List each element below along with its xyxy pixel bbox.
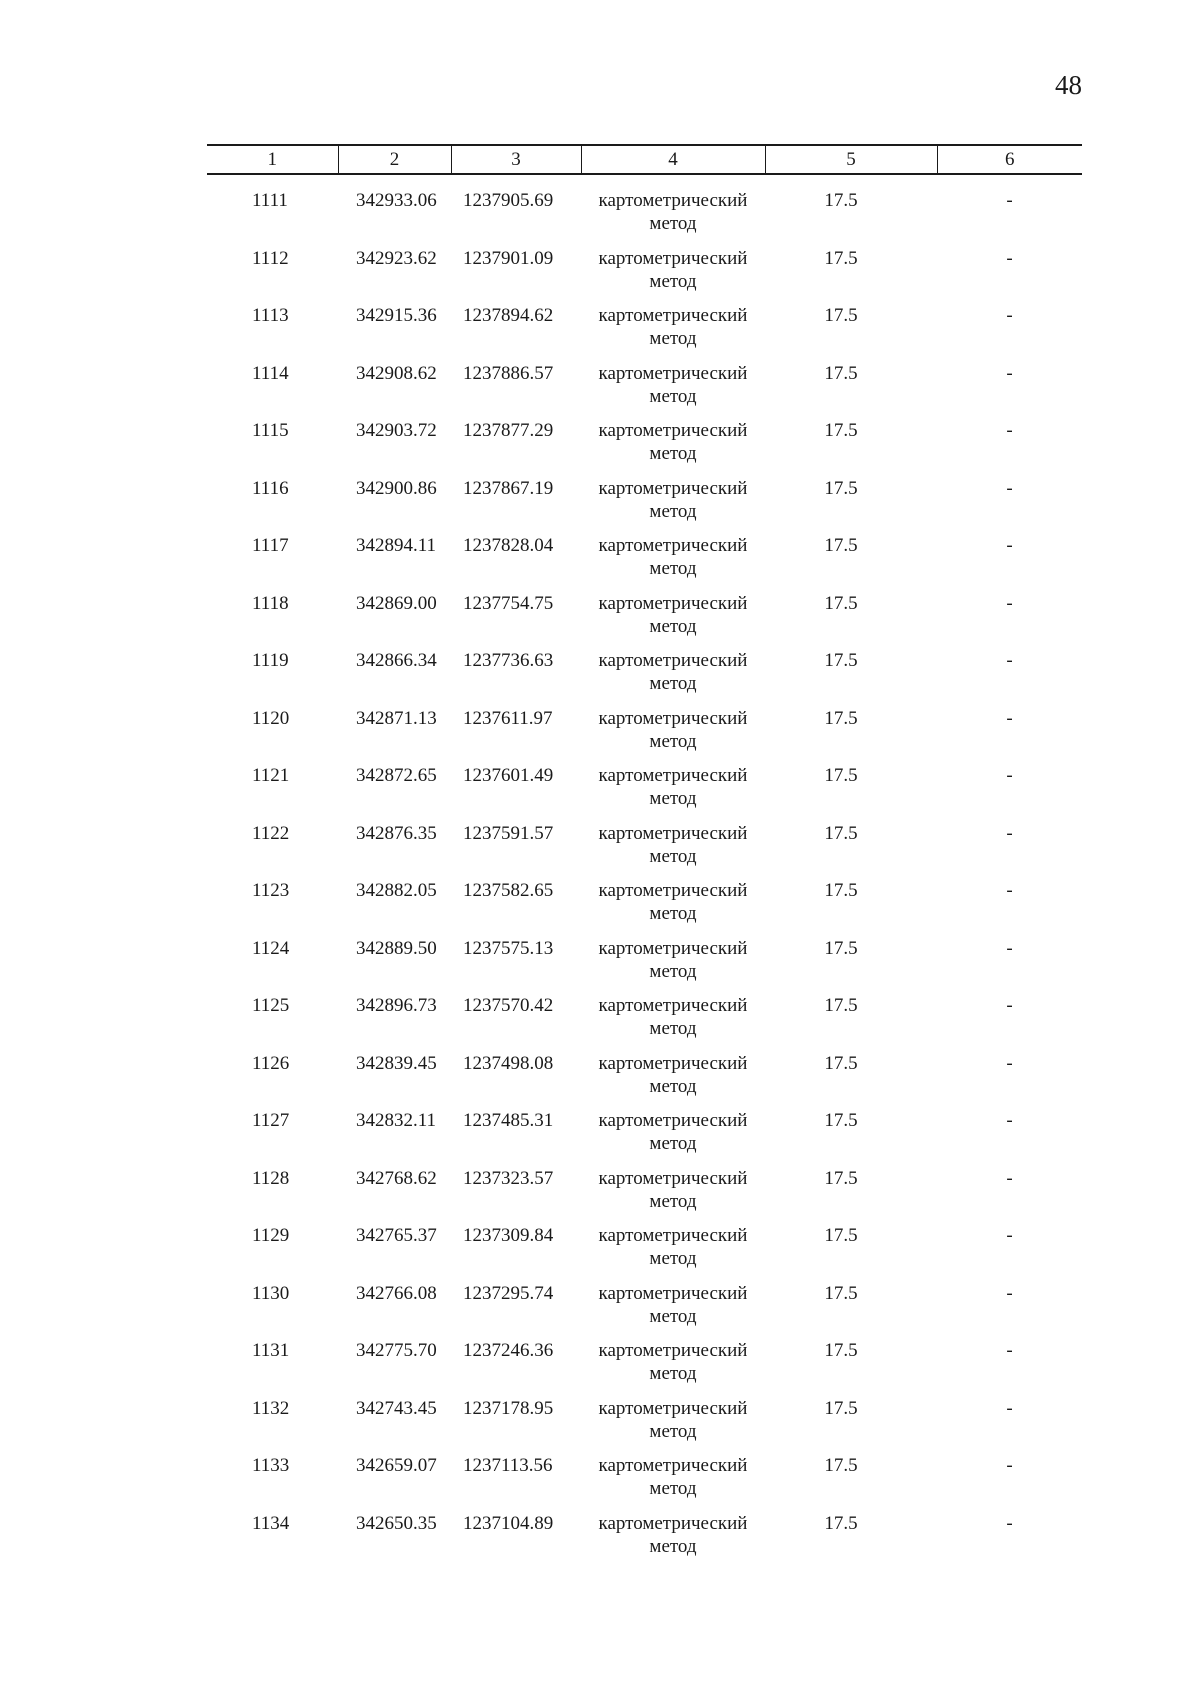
method-cell (581, 1512, 765, 1570)
x-coordinate-cell: 342869.00 (356, 592, 437, 614)
accuracy-cell: 17.5 (824, 1512, 858, 1534)
y-coordinate-cell: 1237828.04 (463, 535, 554, 556)
note-cell: - (1006, 1110, 1013, 1131)
header-row (207, 145, 1082, 174)
accuracy-cell: 17.5 (824, 420, 858, 441)
column-header-3: 3 (451, 145, 581, 174)
method-line-1: картометрический (598, 247, 748, 269)
accuracy-cell: 17.5 (824, 765, 858, 786)
accuracy-cell: 17.5 (824, 1110, 858, 1131)
method-line-2: метод (649, 213, 697, 234)
table-row (207, 1167, 1082, 1225)
note-cell: - (1006, 1512, 1013, 1534)
point-number-cell: 1133 (252, 1455, 290, 1476)
x-coordinate-cell: 342743.45 (356, 1397, 437, 1419)
method-line-1: картометрический (598, 1340, 748, 1361)
note-cell: - (1006, 305, 1013, 326)
note-cell: - (1006, 535, 1013, 556)
method-line-2: метод (649, 903, 697, 924)
note-cell: - (1006, 247, 1013, 269)
accuracy-cell: 17.5 (824, 1340, 858, 1361)
accuracy-cell: 17.5 (824, 1167, 858, 1189)
accuracy-cell: 17.5 (824, 592, 858, 614)
x-coordinate-cell: 342775.70 (356, 1340, 437, 1361)
point-number-cell: 1117 (252, 535, 289, 556)
x-coordinate-cell: 342876.35 (356, 822, 437, 844)
method-line-2: метод (649, 1478, 697, 1499)
method-cell (581, 534, 765, 592)
x-coordinate-cell: 342903.72 (356, 420, 437, 441)
accuracy-cell: 17.5 (824, 362, 858, 384)
table-row (207, 764, 1082, 822)
point-number-cell: 1121 (252, 765, 290, 786)
point-number-cell: 1129 (252, 1225, 290, 1246)
point-number-cell: 1115 (252, 420, 289, 441)
method-line-1: картометрический (598, 592, 748, 614)
y-coordinate-cell: 1237575.13 (463, 937, 554, 959)
y-coordinate-cell: 1237591.57 (463, 822, 554, 844)
y-coordinate-cell: 1237309.84 (463, 1225, 554, 1246)
point-number-cell: 1112 (252, 247, 289, 269)
method-cell (581, 1397, 765, 1455)
method-cell (581, 592, 765, 650)
point-number-cell: 1127 (252, 1110, 290, 1131)
point-number-cell: 1130 (252, 1282, 290, 1304)
x-coordinate-cell: 342889.50 (356, 937, 437, 959)
y-coordinate-cell: 1237113.56 (463, 1455, 553, 1476)
note-cell: - (1006, 880, 1013, 901)
method-line-2: метод (649, 1248, 697, 1269)
y-coordinate-cell: 1237611.97 (463, 707, 553, 729)
method-line-1: картометрический (598, 1282, 748, 1304)
method-line-1: картометрический (598, 535, 748, 556)
table-row (207, 649, 1082, 707)
accuracy-cell: 17.5 (824, 1455, 858, 1476)
y-coordinate-cell: 1237886.57 (463, 362, 554, 384)
accuracy-cell: 17.5 (824, 822, 858, 844)
note-cell: - (1006, 1455, 1013, 1476)
method-line-1: картометрический (598, 995, 748, 1016)
x-coordinate-cell: 342882.05 (356, 880, 437, 901)
method-cell (581, 1052, 765, 1110)
note-cell: - (1006, 1340, 1013, 1361)
method-line-1: картометрический (598, 477, 748, 499)
accuracy-cell: 17.5 (824, 305, 858, 326)
x-coordinate-cell: 342896.73 (356, 995, 437, 1016)
y-coordinate-cell: 1237498.08 (463, 1052, 554, 1074)
x-coordinate-cell: 342908.62 (356, 362, 437, 384)
accuracy-cell: 17.5 (824, 190, 858, 211)
method-line-1: картометрический (598, 190, 748, 211)
method-line-1: картометрический (598, 880, 748, 901)
table-row (207, 707, 1082, 765)
x-coordinate-cell: 342933.06 (356, 190, 437, 211)
point-number-cell: 1122 (252, 822, 290, 844)
table-body (207, 174, 1082, 1569)
method-line-1: картометрический (598, 765, 748, 786)
point-number-cell: 1131 (252, 1340, 290, 1361)
method-cell (581, 822, 765, 880)
point-number-cell: 1114 (252, 362, 289, 384)
column-header-2: 2 (338, 145, 451, 174)
method-cell (581, 994, 765, 1052)
column-header-1: 1 (207, 145, 338, 174)
point-number-cell: 1113 (252, 305, 289, 326)
note-cell: - (1006, 420, 1013, 441)
table-row (207, 189, 1082, 247)
table-row (207, 1109, 1082, 1167)
y-coordinate-cell: 1237295.74 (463, 1282, 554, 1304)
coordinates-table (207, 144, 1082, 1569)
x-coordinate-cell: 342871.13 (356, 707, 437, 729)
method-line-2: метод (649, 443, 697, 464)
note-cell: - (1006, 1052, 1013, 1074)
method-cell (581, 1224, 765, 1282)
table-row (207, 937, 1082, 995)
point-number-cell: 1116 (252, 477, 289, 499)
method-line-2: метод (649, 328, 697, 349)
x-coordinate-cell: 342839.45 (356, 1052, 437, 1074)
note-cell: - (1006, 822, 1013, 844)
method-cell (581, 879, 765, 937)
method-line-2: метод (649, 1133, 697, 1154)
y-coordinate-cell: 1237323.57 (463, 1167, 554, 1189)
note-cell: - (1006, 1282, 1013, 1304)
accuracy-cell: 17.5 (824, 1282, 858, 1304)
point-number-cell: 1119 (252, 650, 289, 671)
x-coordinate-cell: 342866.34 (356, 650, 437, 671)
note-cell: - (1006, 707, 1013, 729)
method-cell (581, 1454, 765, 1512)
column-header-6: 6 (937, 145, 1082, 174)
method-line-1: картометрический (598, 305, 748, 326)
table-row (207, 534, 1082, 592)
method-cell (581, 1109, 765, 1167)
y-coordinate-cell: 1237877.29 (463, 420, 554, 441)
method-line-1: картометрический (598, 707, 748, 729)
method-cell (581, 189, 765, 247)
y-coordinate-cell: 1237736.63 (463, 650, 554, 671)
y-coordinate-cell: 1237894.62 (463, 305, 554, 326)
y-coordinate-cell: 1237104.89 (463, 1512, 554, 1534)
method-line-1: картометрический (598, 1512, 748, 1534)
accuracy-cell: 17.5 (824, 535, 858, 556)
y-coordinate-cell: 1237178.95 (463, 1397, 554, 1419)
note-cell: - (1006, 477, 1013, 499)
method-line-2: метод (649, 270, 697, 292)
method-line-2: метод (649, 1305, 697, 1327)
method-line-2: метод (649, 1535, 697, 1557)
accuracy-cell: 17.5 (824, 1397, 858, 1419)
method-line-2: метод (649, 615, 697, 637)
table-row (207, 1224, 1082, 1282)
method-line-1: картометрический (598, 1455, 748, 1476)
page-number: 48 (1055, 70, 1082, 100)
method-line-1: картометрический (598, 650, 748, 671)
method-cell (581, 362, 765, 420)
method-line-2: метод (649, 730, 697, 752)
x-coordinate-cell: 342900.86 (356, 477, 437, 499)
point-number-cell: 1132 (252, 1397, 290, 1419)
method-cell (581, 937, 765, 995)
accuracy-cell: 17.5 (824, 937, 858, 959)
method-line-2: метод (649, 1018, 697, 1039)
accuracy-cell: 17.5 (824, 995, 858, 1016)
method-line-1: картометрический (598, 1397, 748, 1419)
table-row (207, 1512, 1082, 1570)
x-coordinate-cell: 342915.36 (356, 305, 437, 326)
x-coordinate-cell: 342923.62 (356, 247, 437, 269)
method-line-1: картометрический (598, 1225, 748, 1246)
method-line-1: картометрический (598, 822, 748, 844)
method-cell (581, 1282, 765, 1340)
accuracy-cell: 17.5 (824, 880, 858, 901)
method-cell (581, 1167, 765, 1225)
note-cell: - (1006, 765, 1013, 786)
x-coordinate-cell: 342872.65 (356, 765, 437, 786)
accuracy-cell: 17.5 (824, 247, 858, 269)
note-cell: - (1006, 1225, 1013, 1246)
coordinates-table-container (207, 144, 1082, 1569)
method-line-2: метод (649, 1420, 697, 1442)
point-number-cell: 1120 (252, 707, 290, 729)
method-line-2: метод (649, 673, 697, 694)
method-cell (581, 304, 765, 362)
y-coordinate-cell: 1237246.36 (463, 1340, 554, 1361)
accuracy-cell: 17.5 (824, 707, 858, 729)
table-row (207, 994, 1082, 1052)
note-cell: - (1006, 650, 1013, 671)
method-cell (581, 764, 765, 822)
method-line-2: метод (649, 385, 697, 407)
column-header-5: 5 (765, 145, 937, 174)
x-coordinate-cell: 342659.07 (356, 1455, 437, 1476)
table-row (207, 1282, 1082, 1340)
method-line-1: картометрический (598, 420, 748, 441)
table-row (207, 477, 1082, 535)
table-spacer (207, 174, 1082, 189)
method-line-1: картометрический (598, 1167, 748, 1189)
table-row (207, 1052, 1082, 1110)
method-line-2: метод (649, 960, 697, 982)
method-line-2: метод (649, 558, 697, 579)
point-number-cell: 1125 (252, 995, 290, 1016)
table-row (207, 1339, 1082, 1397)
method-line-2: метод (649, 1190, 697, 1212)
table-row (207, 592, 1082, 650)
method-line-2: метод (649, 500, 697, 522)
table-row (207, 822, 1082, 880)
method-line-2: метод (649, 1075, 697, 1097)
point-number-cell: 1118 (252, 592, 289, 614)
method-line-2: метод (649, 845, 697, 867)
method-line-1: картометрический (598, 1110, 748, 1131)
accuracy-cell: 17.5 (824, 650, 858, 671)
point-number-cell: 1124 (252, 937, 290, 959)
method-line-1: картометрический (598, 1052, 748, 1074)
method-line-2: метод (649, 788, 697, 809)
x-coordinate-cell: 342766.08 (356, 1282, 437, 1304)
accuracy-cell: 17.5 (824, 477, 858, 499)
point-number-cell: 1128 (252, 1167, 290, 1189)
x-coordinate-cell: 342650.35 (356, 1512, 437, 1534)
note-cell: - (1006, 1397, 1013, 1419)
x-coordinate-cell: 342765.37 (356, 1225, 437, 1246)
y-coordinate-cell: 1237582.65 (463, 880, 554, 901)
note-cell: - (1006, 190, 1013, 211)
note-cell: - (1006, 592, 1013, 614)
column-header-4: 4 (581, 145, 765, 174)
x-coordinate-cell: 342768.62 (356, 1167, 437, 1189)
point-number-cell: 1123 (252, 880, 290, 901)
method-cell (581, 247, 765, 305)
table-row (207, 879, 1082, 937)
note-cell: - (1006, 937, 1013, 959)
note-cell: - (1006, 995, 1013, 1016)
table-row (207, 1397, 1082, 1455)
method-cell (581, 707, 765, 765)
table-header (207, 145, 1082, 174)
accuracy-cell: 17.5 (824, 1225, 858, 1246)
method-cell (581, 649, 765, 707)
table-row (207, 362, 1082, 420)
point-number-cell: 1126 (252, 1052, 290, 1074)
note-cell: - (1006, 1167, 1013, 1189)
y-coordinate-cell: 1237754.75 (463, 592, 554, 614)
point-number-cell: 1134 (252, 1512, 290, 1534)
note-cell: - (1006, 362, 1013, 384)
y-coordinate-cell: 1237901.09 (463, 247, 554, 269)
method-line-1: картометрический (598, 362, 748, 384)
method-line-1: картометрический (598, 937, 748, 959)
y-coordinate-cell: 1237867.19 (463, 477, 554, 499)
method-line-2: метод (649, 1363, 697, 1384)
y-coordinate-cell: 1237485.31 (463, 1110, 554, 1131)
table-row (207, 247, 1082, 305)
accuracy-cell: 17.5 (824, 1052, 858, 1074)
y-coordinate-cell: 1237570.42 (463, 995, 554, 1016)
method-cell (581, 477, 765, 535)
x-coordinate-cell: 342894.11 (356, 535, 437, 556)
table-row (207, 1454, 1082, 1512)
table-row (207, 419, 1082, 477)
y-coordinate-cell: 1237905.69 (463, 190, 554, 211)
method-cell (581, 1339, 765, 1397)
method-cell (581, 419, 765, 477)
x-coordinate-cell: 342832.11 (356, 1110, 437, 1131)
table-row (207, 304, 1082, 362)
point-number-cell: 1111 (252, 190, 288, 211)
y-coordinate-cell: 1237601.49 (463, 765, 554, 786)
